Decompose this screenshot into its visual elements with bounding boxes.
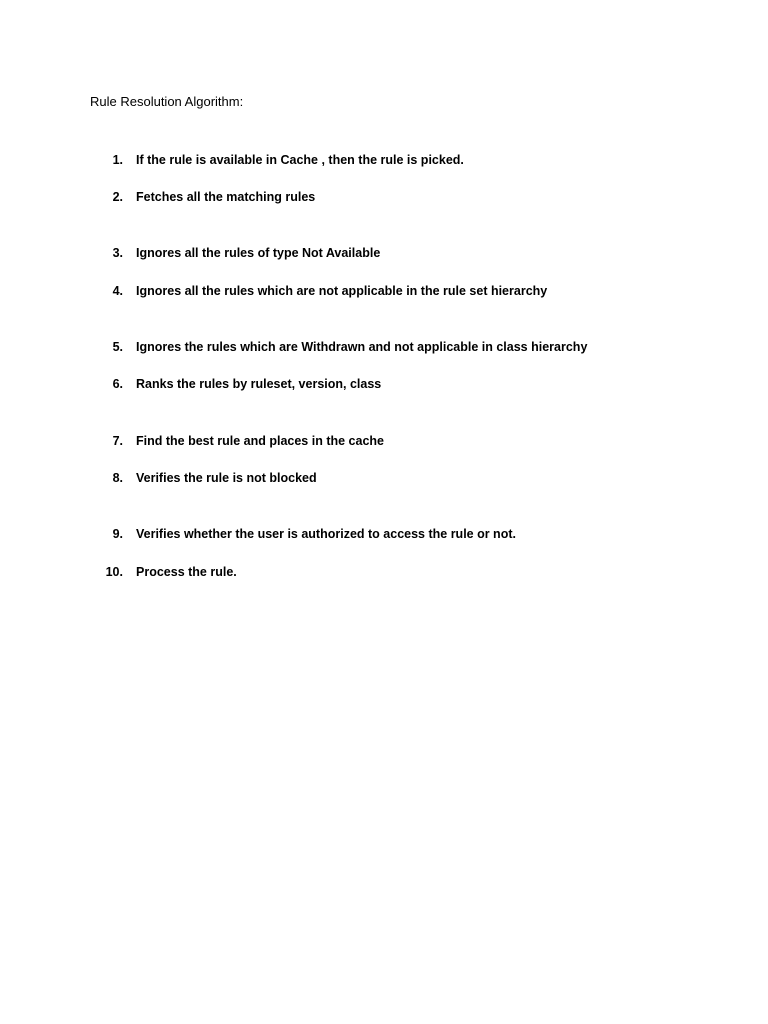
step-text: Ignores all the rules which are not applicable in the rule set hierarchy: [136, 284, 548, 298]
step-number: 7.: [112, 434, 123, 448]
step-number: 1.: [112, 153, 123, 167]
rule-step: [0, 469, 768, 487]
step-number: 9.: [112, 527, 123, 541]
step-number: 5.: [112, 340, 123, 354]
step-text: Ignores all the rules of type Not Available: [136, 246, 381, 260]
step-number: 8.: [112, 471, 123, 485]
rule-step: [0, 244, 768, 262]
rule-step: [0, 338, 768, 356]
step-number: 10.: [105, 565, 123, 579]
rule-step: [0, 432, 768, 450]
step-text: Ranks the rules by ruleset, version, class: [136, 377, 382, 391]
document-title: Rule Resolution Algorithm:: [90, 94, 244, 109]
step-number: 3.: [112, 246, 123, 260]
step-number: 6.: [112, 377, 123, 391]
step-number: 2.: [112, 190, 123, 204]
rule-step: [0, 151, 768, 169]
rule-step: [0, 375, 768, 393]
rule-step: [0, 188, 768, 206]
rule-step: [0, 525, 768, 543]
step-text: Find the best rule and places in the cache: [136, 434, 384, 448]
step-text: If the rule is available in Cache , then the rule is picked.: [136, 153, 464, 167]
step-text: Verifies whether the user is authorized to access the rule or not.: [136, 527, 516, 541]
step-text: Ignores the rules which are Withdrawn and not applicable in class hierarchy: [136, 340, 588, 354]
step-text: Process the rule.: [136, 565, 237, 579]
rule-step: [0, 563, 768, 581]
rule-step: [0, 282, 768, 300]
step-number: 4.: [112, 284, 123, 298]
step-text: Fetches all the matching rules: [136, 190, 316, 204]
step-text: Verifies the rule is not blocked: [136, 471, 317, 485]
